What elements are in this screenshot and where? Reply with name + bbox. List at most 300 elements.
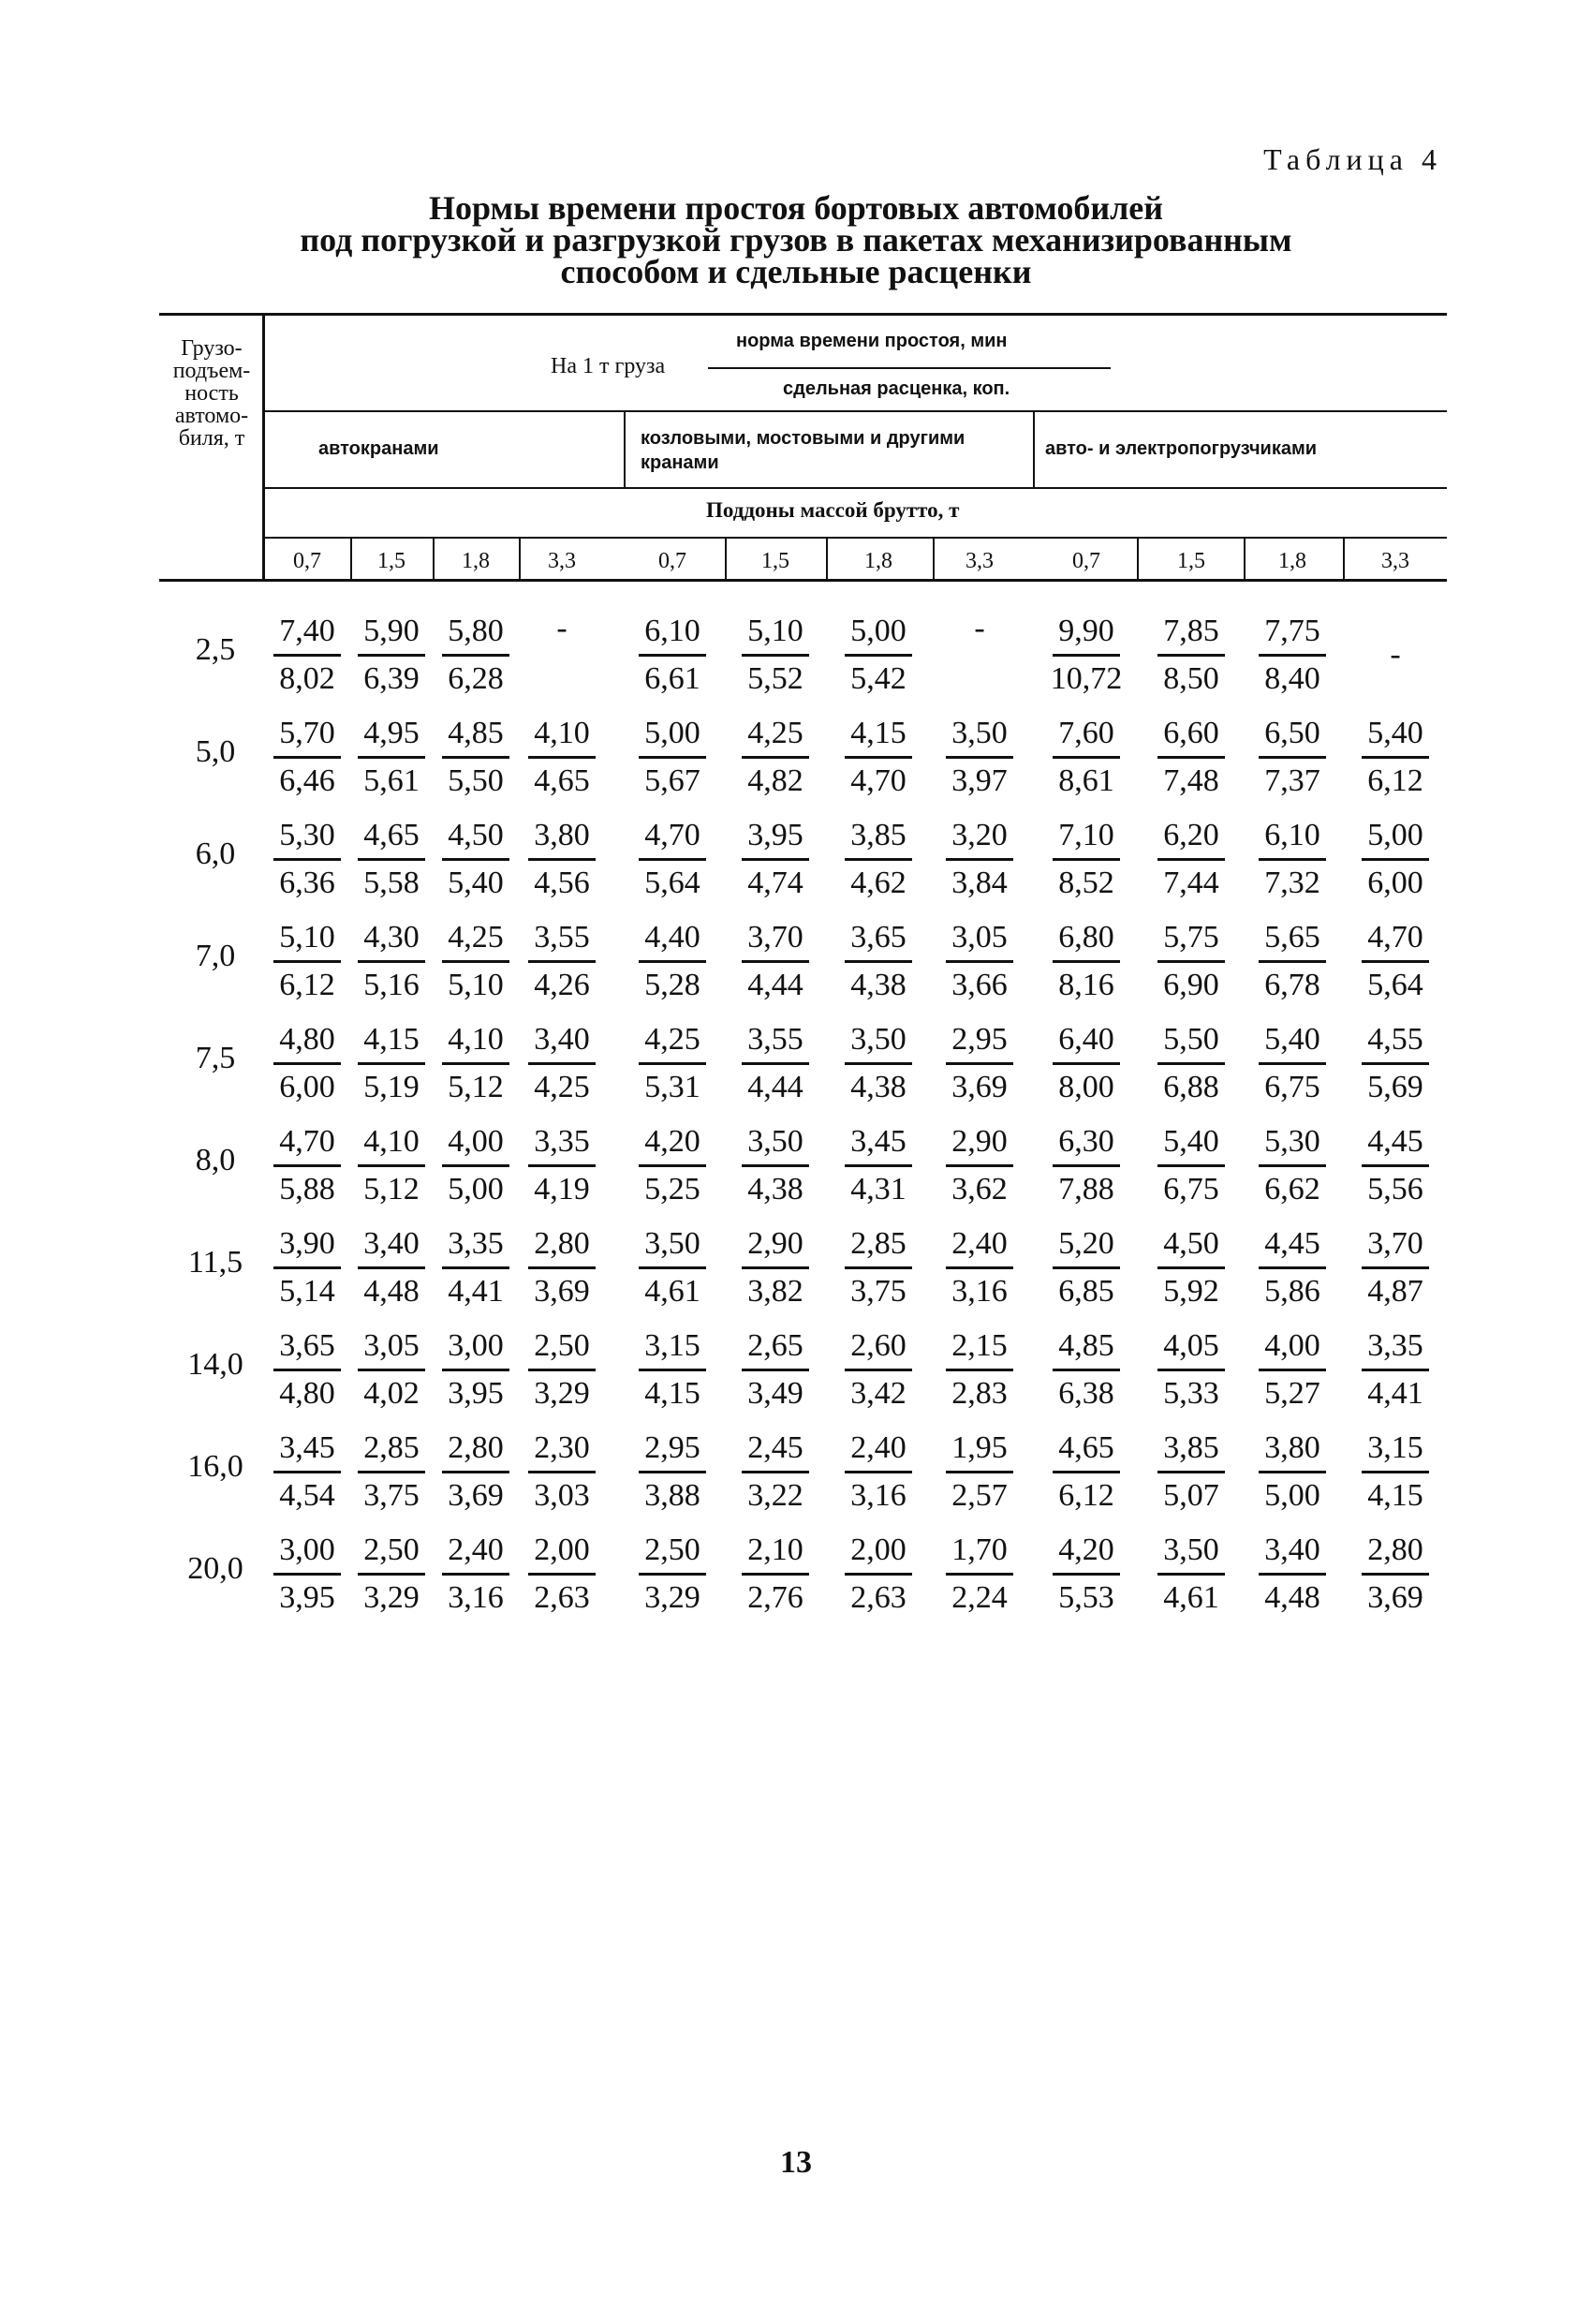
piece-rate-value: 3,75 (850, 1274, 907, 1309)
group-header-truck-cranes: автокранами (318, 438, 439, 459)
piece-rate-value: 3,88 (644, 1478, 700, 1513)
rate-fraction (519, 813, 605, 906)
time-norm-value: 4,05 (1163, 1328, 1219, 1363)
piece-rate-value: 4,87 (1367, 1274, 1423, 1309)
piece-rate-value: 2,63 (534, 1580, 590, 1615)
piece-rate-value: 6,39 (363, 661, 420, 696)
rate-fraction (732, 1426, 818, 1518)
time-norm-value: 7,75 (1264, 614, 1320, 648)
piece-rate-value: 6,75 (1264, 1070, 1320, 1104)
pallet-mass-header: 1,8 (1278, 549, 1306, 573)
pallet-mass-header: 3,3 (548, 549, 576, 573)
rate-fraction (732, 1221, 818, 1314)
time-norm-value: 5,80 (448, 614, 504, 648)
piece-rate-value: 6,88 (1163, 1070, 1219, 1104)
rate-fraction (519, 1221, 605, 1314)
piece-rate-value: 3,75 (363, 1478, 420, 1513)
rate-fraction (264, 1017, 350, 1110)
rate-fraction (1148, 711, 1234, 804)
time-norm-value: 2,60 (850, 1328, 907, 1363)
time-norm-value: 3,50 (1163, 1532, 1219, 1567)
piece-rate-value: 5,07 (1163, 1478, 1219, 1513)
time-norm-value: 2,90 (951, 1124, 1008, 1159)
time-norm-value: 3,35 (448, 1226, 504, 1261)
rate-fraction (732, 1528, 818, 1621)
rate-fraction (264, 1426, 350, 1518)
title-line: Нормы времени простоя бортовых автомобилей (429, 189, 1163, 227)
time-norm-value: 4,15 (363, 1022, 420, 1057)
rate-fraction (732, 1119, 818, 1212)
rate-fraction (264, 813, 350, 906)
rate-fraction (936, 1119, 1023, 1212)
rate-fraction (433, 813, 519, 906)
empty-cell-dash: - (556, 611, 568, 645)
time-norm-value: 7,10 (1058, 818, 1114, 852)
piece-rate-value: 6,00 (1367, 866, 1423, 900)
capacity-value: 11,5 (187, 1245, 243, 1280)
rate-fraction (433, 609, 519, 702)
rate-fraction (348, 915, 435, 1008)
rate-fraction (936, 1426, 1023, 1518)
rate-fraction (1148, 1324, 1234, 1416)
piece-rate-value: 4,41 (448, 1274, 504, 1309)
rate-fraction (1148, 1528, 1234, 1621)
page-number: 13 (780, 2145, 812, 2180)
piece-rate-value: 5,31 (644, 1070, 700, 1104)
piece-rate-value: 8,40 (1264, 661, 1320, 696)
time-norm-value: 2,90 (747, 1226, 803, 1261)
rate-fraction (732, 711, 818, 804)
rate-fraction (1249, 1528, 1335, 1621)
rate-fraction (1352, 711, 1438, 804)
rate-fraction (264, 1119, 350, 1212)
rate-fraction (835, 609, 921, 702)
time-norm-value: 2,50 (644, 1532, 700, 1567)
time-norm-value: 4,65 (363, 818, 420, 852)
rate-fraction (264, 711, 350, 804)
capacity-value: 6,0 (195, 836, 236, 871)
time-norm-value: 2,00 (850, 1532, 907, 1567)
time-norm-value: 3,50 (644, 1226, 700, 1261)
pallet-mass-header: 1,5 (377, 549, 405, 573)
piece-rate-value: 6,36 (279, 866, 335, 900)
capacity-value: 7,0 (195, 939, 236, 973)
piece-rate-value: 4,61 (1163, 1580, 1219, 1615)
time-norm-value: 4,80 (279, 1022, 335, 1057)
piece-rate-value: 3,95 (279, 1580, 335, 1615)
time-norm-value: 5,30 (279, 818, 335, 852)
capacity-value: 14,0 (187, 1347, 243, 1382)
rate-fraction (1043, 1426, 1129, 1518)
time-norm-value: 5,00 (644, 716, 700, 750)
pallet-mass-header: 0,7 (293, 549, 321, 573)
time-norm-value: 2,30 (534, 1430, 590, 1465)
piece-rate-value: 5,53 (1058, 1580, 1114, 1615)
piece-rate-value: 3,95 (448, 1376, 504, 1411)
piece-rate-value: 5,28 (644, 968, 700, 1002)
piece-rate-value: 5,14 (279, 1274, 335, 1309)
time-norm-value: 4,65 (1058, 1430, 1114, 1465)
time-norm-value: 2,10 (747, 1532, 803, 1567)
rate-fraction (1249, 1426, 1335, 1518)
rate-fraction (936, 1221, 1023, 1314)
rate-fraction (732, 1324, 818, 1416)
rate-fraction (519, 1528, 605, 1621)
time-norm-value: 4,00 (448, 1124, 504, 1159)
time-norm-value: 5,00 (1367, 818, 1423, 852)
time-norm-value: 3,00 (448, 1328, 504, 1363)
rate-fraction (629, 1119, 715, 1212)
time-norm-value: 3,90 (279, 1226, 335, 1261)
time-norm-value: 5,00 (850, 614, 907, 648)
piece-rate-value: 5,61 (363, 763, 420, 798)
piece-rate-value: 4,74 (747, 866, 803, 900)
piece-rate-value: 5,12 (363, 1172, 420, 1206)
rate-fraction (1249, 1119, 1335, 1212)
pallet-mass-header: 1,5 (761, 549, 789, 573)
piece-rate-value: 4,65 (534, 763, 590, 798)
rate-fraction (629, 1426, 715, 1518)
rate-fraction (1043, 1017, 1129, 1110)
time-norm-value: 3,05 (363, 1328, 420, 1363)
time-norm-value: 4,20 (644, 1124, 700, 1159)
time-norm-value: 7,40 (279, 614, 335, 648)
time-norm-value: 9,90 (1058, 614, 1114, 648)
time-norm-value: 4,50 (448, 818, 504, 852)
piece-rate-value: 6,78 (1264, 968, 1320, 1002)
capacity-value: 7,5 (195, 1041, 236, 1075)
piece-rate-value: 3,03 (534, 1478, 590, 1513)
piece-rate-value: 3,69 (534, 1274, 590, 1309)
piece-rate-value: 3,16 (448, 1580, 504, 1615)
rate-fraction (1249, 1017, 1335, 1110)
piece-rate-value: 4,02 (363, 1376, 420, 1411)
piece-rate-value: 5,64 (1367, 968, 1423, 1002)
piece-rate-value: 10,72 (1050, 661, 1123, 696)
piece-rate-value: 5,52 (747, 661, 803, 696)
rate-fraction (629, 1324, 715, 1416)
piece-rate-value: 4,54 (279, 1478, 335, 1513)
piece-rate-value: 3,69 (1367, 1580, 1423, 1615)
piece-rate-value: 6,12 (1058, 1478, 1114, 1513)
rate-fraction (519, 915, 605, 1008)
piece-rate-value: 6,12 (1367, 763, 1423, 798)
rate-fraction (1352, 915, 1438, 1008)
time-norm-value: 4,70 (1367, 920, 1423, 955)
piece-rate-value: 3,22 (747, 1478, 803, 1513)
time-norm-value: 2,95 (951, 1022, 1008, 1057)
time-norm-value: 4,85 (448, 716, 504, 750)
rate-fraction (629, 1221, 715, 1314)
rate-fraction (1043, 1324, 1129, 1416)
piece-rate-value: 5,56 (1367, 1172, 1423, 1206)
rate-fraction (348, 1528, 435, 1621)
rate-fraction (1148, 1119, 1234, 1212)
rate-fraction (835, 813, 921, 906)
rate-fraction (433, 1221, 519, 1314)
time-norm-value: 7,85 (1163, 614, 1219, 648)
piece-rate-value: 4,44 (747, 968, 803, 1002)
piece-rate-value: 3,29 (644, 1580, 700, 1615)
rate-fraction (519, 1426, 605, 1518)
piece-rate-value: 5,58 (363, 866, 420, 900)
time-norm-value: 3,50 (951, 716, 1008, 750)
piece-rate-value: 3,84 (951, 866, 1008, 900)
piece-rate-value: 8,52 (1058, 866, 1114, 900)
piece-rate-value: 5,92 (1163, 1274, 1219, 1309)
time-norm-value: 2,40 (951, 1226, 1008, 1261)
time-norm-value: 3,20 (951, 818, 1008, 852)
pallet-mass-header: 3,3 (1381, 549, 1409, 573)
pallet-mass-header: 3,3 (966, 549, 994, 573)
rate-fraction (1352, 1221, 1438, 1314)
time-norm-value: 3,85 (850, 818, 907, 852)
time-norm-value: 3,55 (747, 1022, 803, 1057)
rate-fraction (519, 1119, 605, 1212)
rate-fraction (835, 1221, 921, 1314)
piece-rate-value: 5,25 (644, 1172, 700, 1206)
capacity-value: 20,0 (187, 1551, 243, 1586)
rate-fraction (519, 1017, 605, 1110)
rate-fraction (1148, 1426, 1234, 1518)
capacity-value: 5,0 (195, 734, 236, 769)
rate-fraction (1043, 1221, 1129, 1314)
piece-rate-value: 4,48 (1264, 1580, 1320, 1615)
piece-rate-value: 5,50 (448, 763, 504, 798)
piece-rate-value: 6,28 (448, 661, 504, 696)
rate-fraction (732, 813, 818, 906)
piece-rate-value: 4,82 (747, 763, 803, 798)
piece-rate-value: 7,44 (1163, 866, 1219, 900)
piece-rate-value: 6,90 (1163, 968, 1219, 1002)
rate-fraction (433, 1119, 519, 1212)
rate-fraction (433, 711, 519, 804)
capacity-column-header: Грузо-подъем-ность автомо-биля, т (172, 336, 251, 451)
time-norm-value: 3,80 (534, 818, 590, 852)
pallet-mass-header: 1,5 (1177, 549, 1205, 573)
rate-fraction (629, 609, 715, 702)
time-norm-value: 2,50 (363, 1532, 420, 1567)
time-norm-value: 3,00 (279, 1532, 335, 1567)
time-norm-value: 4,50 (1163, 1226, 1219, 1261)
time-norm-value: 2,85 (363, 1430, 420, 1465)
rate-fraction (348, 609, 435, 702)
rate-fraction (1352, 1426, 1438, 1518)
time-norm-value: 5,90 (363, 614, 420, 648)
time-norm-value: 4,00 (1264, 1328, 1320, 1363)
piece-rate-value: 2,24 (951, 1580, 1008, 1615)
piece-rate-value: 5,40 (448, 866, 504, 900)
rate-fraction (519, 1324, 605, 1416)
time-norm-value: 3,65 (279, 1328, 335, 1363)
piece-rate-value: 4,38 (747, 1172, 803, 1206)
piece-rate-value: 3,16 (951, 1274, 1008, 1309)
rate-fraction (348, 813, 435, 906)
piece-rate-value: 2,63 (850, 1580, 907, 1615)
rate-fraction (348, 1017, 435, 1110)
piece-rate-value: 6,12 (279, 968, 335, 1002)
piece-rate-value: 8,61 (1058, 763, 1114, 798)
time-norm-value: 3,40 (363, 1226, 420, 1261)
time-norm-value: 6,10 (644, 614, 700, 648)
time-norm-value: 4,40 (644, 920, 700, 955)
time-norm-value: 4,85 (1058, 1328, 1114, 1363)
piece-rate-value: 8,16 (1058, 968, 1114, 1002)
piece-rate-value: 4,38 (850, 968, 907, 1002)
time-norm-value: 5,40 (1163, 1124, 1219, 1159)
rate-fraction (936, 1324, 1023, 1416)
rate-fraction (264, 1528, 350, 1621)
piece-rate-value: 4,31 (850, 1172, 907, 1206)
piece-rate-value: 4,41 (1367, 1376, 1423, 1411)
time-norm-value: 6,40 (1058, 1022, 1114, 1057)
rate-fraction (1148, 609, 1234, 702)
time-norm-value: 2,00 (534, 1532, 590, 1567)
title-line: способом и сдельные расценки (560, 253, 1032, 290)
rate-fraction (348, 711, 435, 804)
rate-fraction (348, 1324, 435, 1416)
time-norm-value: 5,75 (1163, 920, 1219, 955)
time-norm-value: 4,30 (363, 920, 420, 955)
piece-rate-value: 5,33 (1163, 1376, 1219, 1411)
rate-fraction (936, 813, 1023, 906)
time-norm-value: 3,65 (850, 920, 907, 955)
piece-rate-value: 3,16 (850, 1478, 907, 1513)
rate-fraction (629, 915, 715, 1008)
rate-fraction (1352, 1017, 1438, 1110)
pallet-mass-header: 0,7 (1072, 549, 1100, 573)
time-norm-value: 5,70 (279, 716, 335, 750)
time-norm-value: 2,15 (951, 1328, 1008, 1363)
rate-fraction (1352, 813, 1438, 906)
piece-rate-value: 5,67 (644, 763, 700, 798)
rate-fraction (264, 609, 350, 702)
piece-rate-value: 7,88 (1058, 1172, 1114, 1206)
pallets-mass-label: Поддоны массой брутто, т (706, 498, 960, 522)
piece-rate-value: 3,42 (850, 1376, 907, 1411)
per-ton-label: На 1 т груза (551, 354, 666, 378)
time-norm-value: 1,95 (951, 1430, 1008, 1465)
time-norm-value: 5,40 (1367, 716, 1423, 750)
time-norm-value: 4,10 (363, 1124, 420, 1159)
rate-fraction (835, 1017, 921, 1110)
time-norm-value: 3,35 (534, 1124, 590, 1159)
time-norm-value: 5,10 (279, 920, 335, 955)
time-norm-value: 3,15 (644, 1328, 700, 1363)
rate-fraction (936, 915, 1023, 1008)
piece-rate-value: 3,29 (363, 1580, 420, 1615)
fraction-bottom-label: сдельная расценка, коп. (783, 378, 1010, 399)
rate-fraction (1148, 915, 1234, 1008)
time-norm-value: 1,70 (951, 1532, 1008, 1567)
pallet-mass-header: 0,7 (658, 549, 686, 573)
capacity-value: 2,5 (195, 632, 236, 667)
rate-fraction (732, 915, 818, 1008)
rate-fraction (629, 711, 715, 804)
group-header-forklifts: авто- и электропогрузчиками (1045, 438, 1318, 459)
piece-rate-value: 4,70 (850, 763, 907, 798)
rate-fraction (1043, 1119, 1129, 1212)
rate-fraction (835, 1119, 921, 1212)
time-norm-value: 2,80 (1367, 1532, 1423, 1567)
piece-rate-value: 3,69 (448, 1478, 504, 1513)
time-norm-value: 4,10 (448, 1022, 504, 1057)
time-norm-value: 3,40 (534, 1022, 590, 1057)
time-norm-value: 3,35 (1367, 1328, 1423, 1363)
time-norm-value: 7,60 (1058, 716, 1114, 750)
piece-rate-value: 4,56 (534, 866, 590, 900)
piece-rate-value: 5,27 (1264, 1376, 1320, 1411)
rate-fraction (1043, 813, 1129, 906)
time-norm-value: 4,25 (644, 1022, 700, 1057)
piece-rate-value: 4,15 (644, 1376, 700, 1411)
time-norm-value: 3,05 (951, 920, 1008, 955)
time-norm-value: 2,50 (534, 1328, 590, 1363)
time-norm-value: 3,70 (1367, 1226, 1423, 1261)
rate-fraction (936, 1017, 1023, 1110)
piece-rate-value: 6,46 (279, 763, 335, 798)
group-header-gantry-cranes: козловыми, мостовыми и другими кранами (641, 428, 966, 473)
rate-fraction (732, 1017, 818, 1110)
time-norm-value: 2,45 (747, 1430, 803, 1465)
rate-fraction (629, 813, 715, 906)
time-norm-value: 6,30 (1058, 1124, 1114, 1159)
piece-rate-value: 4,62 (850, 866, 907, 900)
rate-fraction (348, 1221, 435, 1314)
time-norm-value: 3,95 (747, 818, 803, 852)
piece-rate-value: 3,82 (747, 1274, 803, 1309)
piece-rate-value: 2,57 (951, 1478, 1008, 1513)
time-norm-value: 6,80 (1058, 920, 1114, 955)
piece-rate-value: 7,48 (1163, 763, 1219, 798)
piece-rate-value: 6,75 (1163, 1172, 1219, 1206)
fraction-top-label: норма времени простоя, мин (736, 331, 1008, 351)
time-norm-value: 6,60 (1163, 716, 1219, 750)
rate-fraction (264, 915, 350, 1008)
time-norm-value: 5,40 (1264, 1022, 1320, 1057)
time-norm-value: 6,20 (1163, 818, 1219, 852)
piece-rate-value: 4,15 (1367, 1478, 1423, 1513)
piece-rate-value: 2,83 (951, 1376, 1008, 1411)
piece-rate-value: 3,29 (534, 1376, 590, 1411)
piece-rate-value: 8,02 (279, 661, 335, 696)
time-norm-value: 3,50 (747, 1124, 803, 1159)
piece-rate-value: 8,00 (1058, 1070, 1114, 1104)
table-label: Таблица 4 (1263, 142, 1442, 176)
rate-fraction (835, 1528, 921, 1621)
time-norm-value: 3,15 (1367, 1430, 1423, 1465)
pallet-mass-header: 1,8 (462, 549, 490, 573)
rate-fraction (732, 609, 818, 702)
rate-fraction (1043, 915, 1129, 1008)
time-norm-value: 6,10 (1264, 818, 1320, 852)
piece-rate-value: 5,16 (363, 968, 420, 1002)
time-norm-value: 5,50 (1163, 1022, 1219, 1057)
rate-fraction (1249, 1324, 1335, 1416)
capacity-value: 8,0 (195, 1143, 236, 1177)
time-norm-value: 6,50 (1264, 716, 1320, 750)
rate-fraction (348, 1426, 435, 1518)
time-norm-value: 4,10 (534, 716, 590, 750)
rate-fraction (1352, 1119, 1438, 1212)
rate-fraction (1249, 813, 1335, 906)
rate-fraction (835, 915, 921, 1008)
piece-rate-value: 4,61 (644, 1274, 700, 1309)
piece-rate-value: 7,37 (1264, 763, 1320, 798)
rate-fraction (433, 1324, 519, 1416)
piece-rate-value: 6,61 (644, 661, 700, 696)
piece-rate-value: 5,10 (448, 968, 504, 1002)
